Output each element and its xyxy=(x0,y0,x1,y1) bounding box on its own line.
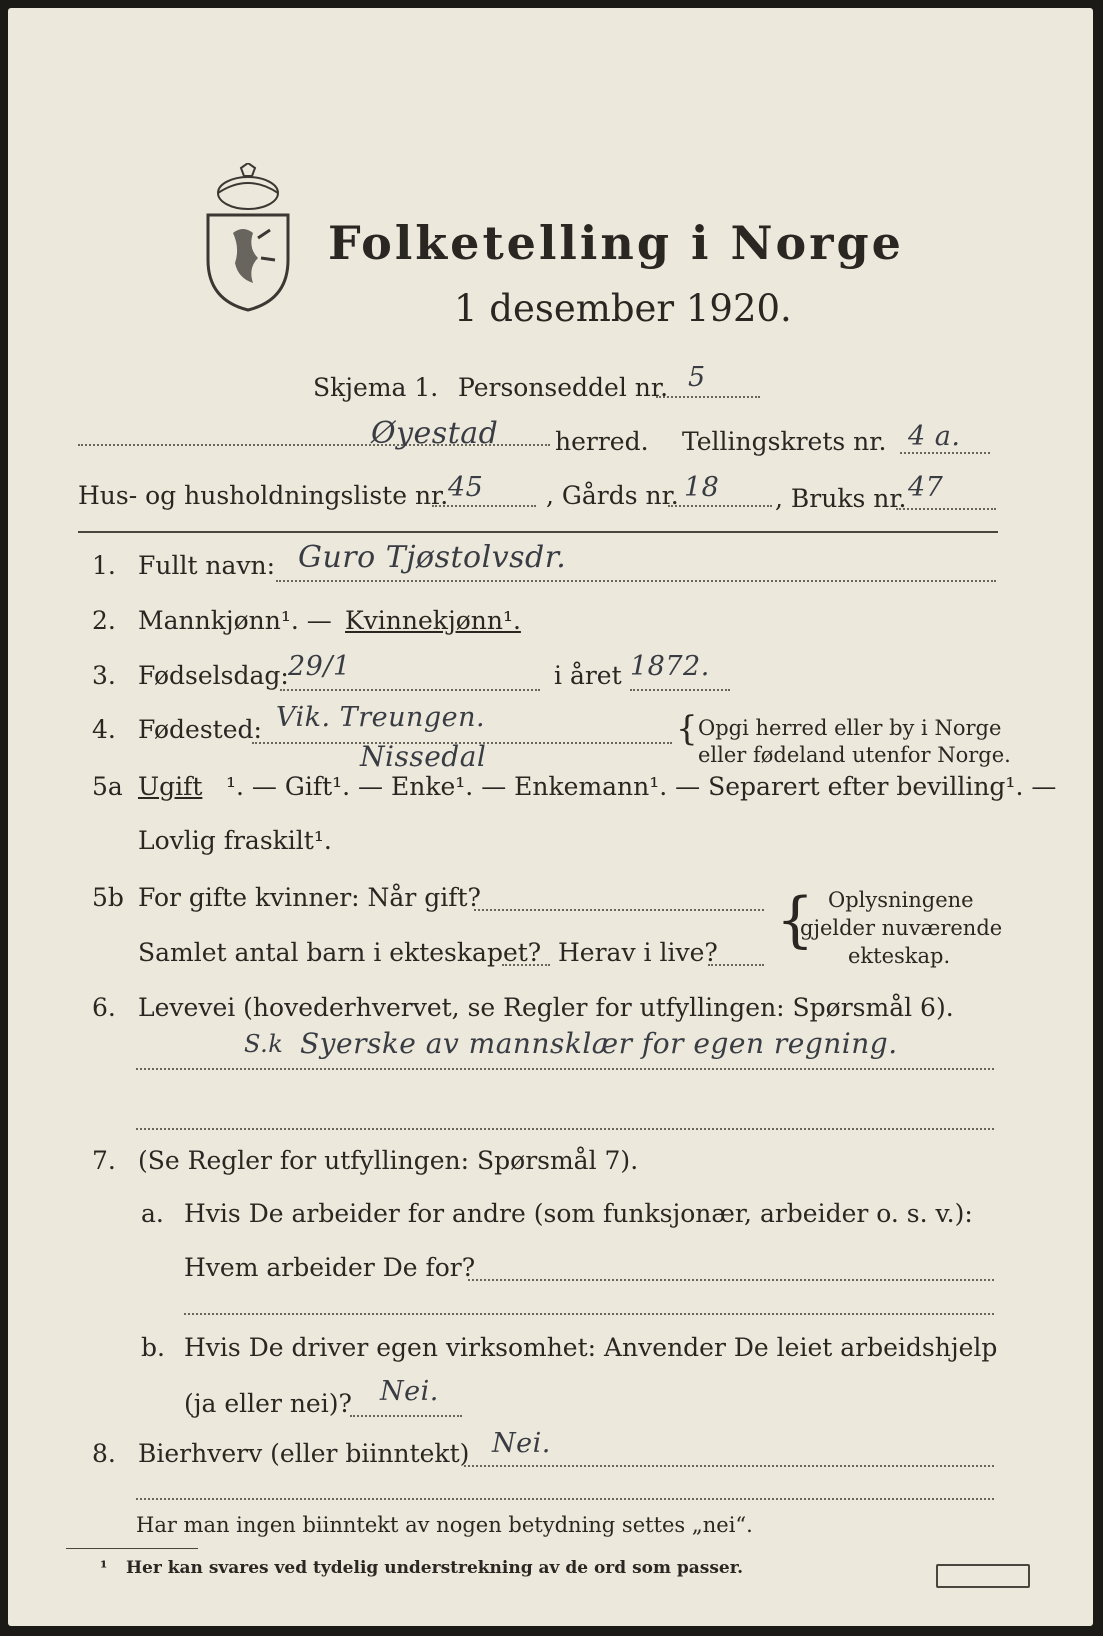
footnote-marker: ¹ xyxy=(100,1558,108,1578)
q3-year-label: i året xyxy=(554,661,622,690)
q5a-line2: Lovlig fraskilt¹. xyxy=(138,826,332,855)
header-divider xyxy=(78,531,998,533)
q4-number: 4. xyxy=(92,715,116,744)
q5b-note-1: Oplysningene xyxy=(828,888,974,912)
q6-value: Syerske av mannsklær for egen regning. xyxy=(300,1027,898,1060)
q6-value-prefix: S.k xyxy=(244,1030,284,1058)
q6-number: 6. xyxy=(92,993,116,1022)
footnote-text: Her kan svares ved tydelig understrekning av de ord som passer. xyxy=(126,1558,744,1578)
q2-mann: Mannkjønn¹. — xyxy=(138,606,332,635)
gards-value: 18 xyxy=(684,472,720,503)
q2-kvinne: Kvinnekjønn¹. xyxy=(345,606,521,635)
q6-line-1 xyxy=(136,1068,994,1070)
q3-year-line xyxy=(630,689,730,691)
q4-note-2: eller fødeland utenfor Norge. xyxy=(698,743,1011,767)
tellingskrets-line xyxy=(900,452,990,454)
gards-line xyxy=(668,505,772,507)
q5a-number: 5a xyxy=(92,772,123,801)
q5b-label-1: For gifte kvinner: Når gift? xyxy=(138,883,481,912)
census-form-page xyxy=(8,8,1093,1626)
q7b-label-2: (ja eller nei)? xyxy=(184,1389,352,1418)
q3-day-value: 29/1 xyxy=(288,651,351,682)
q5b-label-2: Samlet antal barn i ekteskapet? xyxy=(138,938,542,967)
q8-label: Bierhverv (eller biinntekt) xyxy=(138,1439,470,1468)
q7-label: (Se Regler for utfyllingen: Spørsmål 7). xyxy=(138,1146,639,1175)
footnote-rule xyxy=(66,1548,198,1549)
husholdningsliste-value: 45 xyxy=(448,472,484,503)
q6-line-2 xyxy=(136,1128,994,1130)
q7a-line-2 xyxy=(184,1313,994,1315)
q4-note-1: Opgi herred eller by i Norge xyxy=(698,716,1002,740)
herred-label: herred. xyxy=(555,427,649,456)
form-title: Folketelling i Norge xyxy=(328,216,904,270)
q7a-label-1: Hvis De arbeider for andre (som funksjonær, arbeider o. s. v.): xyxy=(184,1199,973,1228)
q7b-letter: b. xyxy=(141,1333,165,1362)
bruks-label: , Bruks nr. xyxy=(775,484,907,513)
q3-day-line xyxy=(280,689,540,691)
q5b-note-2: gjelder nuværende xyxy=(800,916,1003,940)
tellingskrets-value: 4 a. xyxy=(908,421,961,452)
q1-number: 1. xyxy=(92,551,116,580)
personseddel-line xyxy=(656,396,760,398)
q5b-number: 5b xyxy=(92,883,124,912)
q5a-rest: ¹. — Gift¹. — Enke¹. — Enkemann¹. — Separert efter bevilling¹. — xyxy=(226,772,1057,801)
q7a-line-1 xyxy=(468,1279,994,1281)
printer-stamp xyxy=(936,1564,1030,1588)
q8-line-1 xyxy=(464,1465,994,1467)
husholdningsliste-line xyxy=(432,505,536,507)
tellingskrets-label: Tellingskrets nr. xyxy=(682,427,887,456)
q7-number: 7. xyxy=(92,1146,116,1175)
q5b-label-3: Herav i live? xyxy=(558,938,718,967)
q7a-label-2: Hvem arbeider De for? xyxy=(184,1253,476,1282)
q1-value: Guro Tjøstolvsdr. xyxy=(298,540,567,575)
schema-label: Skjema 1. xyxy=(313,373,439,402)
norway-coat-of-arms-icon xyxy=(203,163,293,313)
q3-label: Fødselsdag: xyxy=(138,661,289,690)
q7b-value: Nei. xyxy=(380,1376,439,1407)
gards-label: , Gårds nr. xyxy=(546,481,679,510)
q5b-note-3: ekteskap. xyxy=(848,944,951,968)
q4-brace: { xyxy=(676,709,698,749)
q5b-married-line xyxy=(474,909,764,911)
herred-value: Øyestad xyxy=(371,416,499,451)
income-note: Har man ingen biinntekt av nogen betydning settes „nei“. xyxy=(136,1513,753,1537)
q5b-children-line xyxy=(502,964,550,966)
q4-label: Fødested: xyxy=(138,715,262,744)
q4-value: Vik. Treungen. xyxy=(276,702,486,733)
q2-number: 2. xyxy=(92,606,116,635)
q7b-line xyxy=(350,1415,462,1417)
q5b-alive-line xyxy=(708,964,764,966)
q1-label: Fullt navn: xyxy=(138,551,276,580)
q1-line xyxy=(276,580,996,582)
q8-line-2 xyxy=(136,1498,994,1500)
bruks-value: 47 xyxy=(908,472,944,503)
q6-label: Levevei (hovederhvervet, se Regler for utfyllingen: Spørsmål 6). xyxy=(138,993,954,1022)
q4-value-extra: Nissedal xyxy=(360,740,487,773)
personseddel-value: 5 xyxy=(688,362,706,393)
q7a-letter: a. xyxy=(141,1199,164,1228)
q3-year-value: 1872. xyxy=(630,651,710,682)
q5a-ugift: Ugift xyxy=(138,772,203,801)
q8-value: Nei. xyxy=(492,1428,551,1459)
q5b-brace: { xyxy=(776,885,815,955)
q8-number: 8. xyxy=(92,1439,116,1468)
form-date: 1 desember 1920. xyxy=(454,287,792,330)
husholdningsliste-label: Hus- og husholdningsliste nr. xyxy=(78,481,449,510)
bruks-line xyxy=(896,508,996,510)
q7b-label-1: Hvis De driver egen virksomhet: Anvender De leiet arbeidshjelp xyxy=(184,1333,998,1362)
q3-number: 3. xyxy=(92,661,116,690)
personseddel-label: Personseddel nr. xyxy=(458,373,669,402)
